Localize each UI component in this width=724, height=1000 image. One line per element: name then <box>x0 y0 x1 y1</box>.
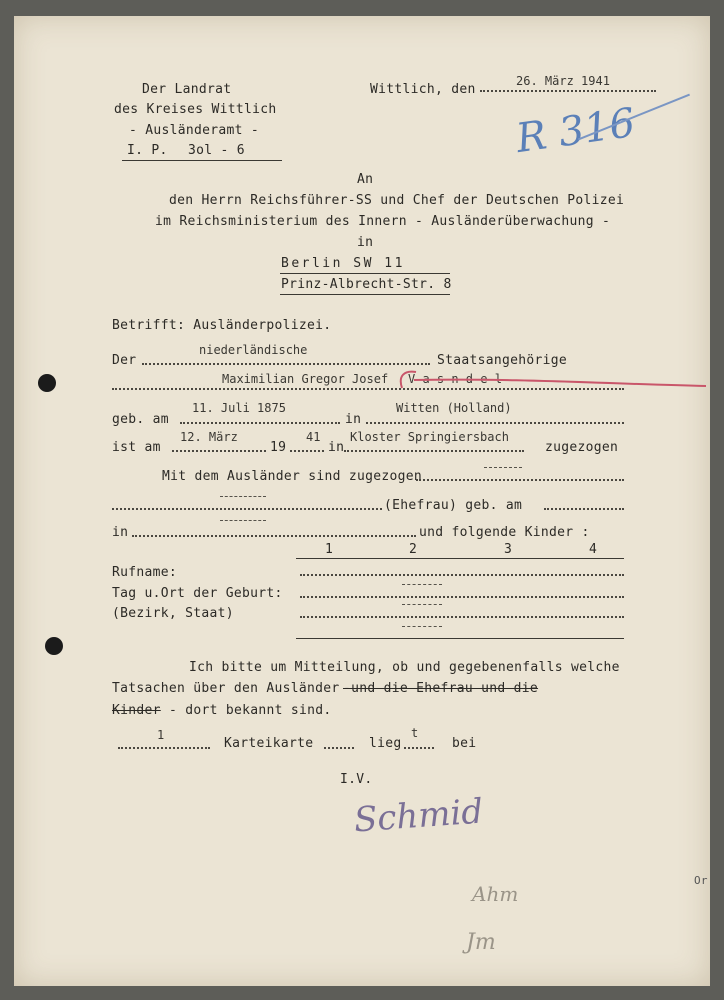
moved-place-dots <box>344 450 524 452</box>
request-line-1: Ich bitte um Mitteilung, ob und gegebenenfalls welche <box>189 660 620 675</box>
iv-label: I.V. <box>340 772 373 787</box>
in-label-1: in <box>345 412 362 427</box>
request-line-3a-struck: Kinder <box>112 703 161 718</box>
ist-am-label: ist am <box>112 440 161 455</box>
reference-underline <box>122 160 282 161</box>
edge-mark: Or <box>694 874 708 887</box>
birth-date-value: 11. Juli 1875 <box>192 401 286 415</box>
liegt-t: t <box>411 726 419 740</box>
mit-dem-label: Mit dem Ausländer sind zugezogen <box>162 469 423 484</box>
bezirk-label: (Bezirk, Staat) <box>112 606 234 621</box>
street-underline <box>280 294 450 295</box>
child-col-2: 2 <box>409 542 418 557</box>
punch-hole-top <box>38 374 56 392</box>
reference-prefix: I. P. <box>127 143 168 158</box>
birth-date-dots <box>180 422 340 424</box>
request-line-2a: Tatsachen über den Ausländer <box>112 681 340 696</box>
pencil-note-2: Jm <box>466 930 496 955</box>
liegt-label: lieg <box>369 736 402 751</box>
reference-number: 3ol - 6 <box>188 143 245 158</box>
recipient-line-1: den Herrn Reichsführer-SS und Chef der Deutschen Polizei <box>169 193 625 208</box>
document-page <box>14 16 710 986</box>
pencil-note-1: Ahm <box>472 882 519 906</box>
staatsangehoerige-label: Staatsangehörige <box>437 353 568 368</box>
year-dots <box>290 450 324 452</box>
der-label: Der <box>112 353 137 368</box>
none-dash-3 <box>220 520 266 521</box>
recipient-line-2: im Reichsministerium des Innern - Ausländerüberwachung - <box>155 214 611 229</box>
recipient-city: Berlin SW 11 <box>281 256 405 271</box>
person-given-names: Maximilian Gregor Josef <box>222 372 389 386</box>
kartei-dots-1 <box>118 747 210 749</box>
birth-place-dots <box>366 422 624 424</box>
in-label-3: in <box>112 525 129 540</box>
children-bottom-rule <box>296 638 624 639</box>
year-prefix: 19 <box>270 440 287 455</box>
kartei-number: 1 <box>157 728 165 742</box>
none-dash-2 <box>220 496 266 497</box>
child-col-4: 4 <box>589 542 598 557</box>
moved-date-dots <box>172 450 266 452</box>
date-dots <box>480 90 656 92</box>
request-line-3b: - dort bekannt sind. <box>169 703 332 718</box>
punch-hole-bottom <box>45 637 63 655</box>
letter-date: 26. März 1941 <box>516 74 610 88</box>
nationality-value: niederländische <box>199 343 308 357</box>
rufname-label: Rufname: <box>112 565 178 580</box>
child-col-3: 3 <box>504 542 513 557</box>
sender-line-3: - Ausländeramt - <box>129 123 260 138</box>
bei-label: bei <box>452 736 477 751</box>
kinder-place-dots <box>132 535 416 537</box>
city-underline <box>280 273 450 274</box>
recipient-street: Prinz-Albrecht-Str. 8 <box>281 277 452 292</box>
nationality-dots <box>142 363 430 365</box>
ehefrau-dots <box>112 508 382 510</box>
sender-line-2: des Kreises Wittlich <box>114 102 277 117</box>
recipient-in: in <box>357 235 374 250</box>
sender-line-1: Der Landrat <box>142 82 232 97</box>
birth-place-value: Witten (Holland) <box>396 401 512 415</box>
moved-date-value: 12. März <box>180 430 238 444</box>
tag-ort-dots <box>300 596 624 598</box>
in-label-2: in <box>328 440 345 455</box>
zugezogen-label: zugezogen <box>545 440 619 455</box>
kartei-dots-3 <box>404 747 434 749</box>
ehefrau-label: (Ehefrau) geb. am <box>384 498 523 513</box>
red-pencil-mark <box>394 366 714 396</box>
person-surname: V a s n d e l <box>408 372 502 386</box>
rufname-dots <box>300 574 624 576</box>
none-dash-1 <box>484 467 522 468</box>
archive-number: R 316 <box>513 99 638 163</box>
place-label: Wittlich, den <box>370 82 476 97</box>
mit-dem-dots <box>416 479 624 481</box>
none-dash-5 <box>402 604 442 605</box>
kartei-label: Karteikarte <box>224 736 314 751</box>
none-dash-4 <box>402 584 442 585</box>
moved-place-value: Kloster Springiersbach <box>350 430 509 444</box>
child-header-rule <box>296 558 624 559</box>
ehefrau-date-dots <box>544 508 624 510</box>
year-suffix-value: 41 <box>306 430 321 444</box>
kartei-dots-2 <box>324 747 354 749</box>
request-line-2b-struck: -und die Ehefrau und die <box>343 681 539 696</box>
recipient-an: An <box>357 172 374 187</box>
child-col-1: 1 <box>325 542 334 557</box>
geb-am-label: geb. am <box>112 412 169 427</box>
handwritten-signature: Schmid <box>352 791 485 841</box>
kinder-label: und folgende Kinder : <box>419 525 590 540</box>
tag-ort-label: Tag u.Ort der Geburt: <box>112 586 283 601</box>
bezirk-dots <box>300 616 624 618</box>
none-dash-6 <box>402 626 442 627</box>
subject-line: Betrifft: Ausländerpolizei. <box>112 318 332 333</box>
